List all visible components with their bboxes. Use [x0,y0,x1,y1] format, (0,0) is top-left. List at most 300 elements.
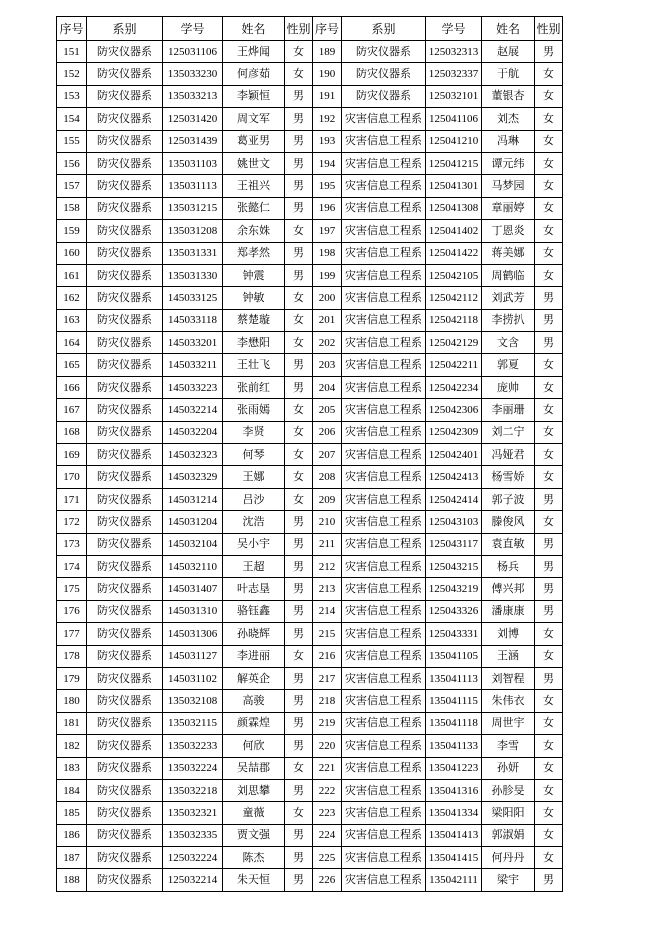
student-id-cell: 135041415 [426,847,482,869]
student-id-cell: 145033223 [163,376,223,398]
student-id-cell: 125032313 [426,41,482,63]
header-cell: 序号 [57,17,87,41]
table-row [57,869,563,891]
department-cell: 灾害信息工程系 [342,466,426,488]
seq-cell: 204 [313,376,342,398]
department-cell: 防灾仪器系 [87,130,163,152]
gender-cell: 男 [535,309,563,331]
department-cell: 灾害信息工程系 [342,197,426,219]
student-id-cell: 125042309 [426,421,482,443]
header-cell: 学号 [426,17,482,41]
department-cell: 灾害信息工程系 [342,847,426,869]
seq-cell: 188 [57,869,87,891]
gender-cell: 女 [285,757,313,779]
department-cell: 防灾仪器系 [87,488,163,510]
department-cell: 灾害信息工程系 [342,287,426,309]
seq-cell: 178 [57,645,87,667]
table-row [57,376,563,398]
student-id-cell: 145032329 [163,466,223,488]
gender-cell: 女 [535,779,563,801]
gender-cell: 女 [535,824,563,846]
gender-cell: 男 [285,824,313,846]
seq-cell: 179 [57,667,87,689]
table-row [57,645,563,667]
seq-cell: 167 [57,399,87,421]
gender-cell: 男 [285,600,313,622]
gender-cell: 男 [285,623,313,645]
gender-cell: 女 [535,421,563,443]
department-cell: 防灾仪器系 [87,242,163,264]
name-cell: 董银杏 [482,85,535,107]
student-id-cell: 145032214 [163,399,223,421]
name-cell: 刘武芳 [482,287,535,309]
name-cell: 王祖兴 [223,175,285,197]
student-id-cell: 125042413 [426,466,482,488]
student-id-cell: 135032115 [163,712,223,734]
student-id-cell: 135042111 [426,869,482,891]
department-cell: 防灾仪器系 [87,421,163,443]
department-cell: 灾害信息工程系 [342,309,426,331]
gender-cell: 男 [285,511,313,533]
department-cell: 防灾仪器系 [87,41,163,63]
table-row [57,354,563,376]
department-cell: 灾害信息工程系 [342,533,426,555]
table-row [57,287,563,309]
department-cell: 灾害信息工程系 [342,623,426,645]
department-cell: 防灾仪器系 [87,824,163,846]
student-id-cell: 135041334 [426,802,482,824]
table-row [57,332,563,354]
table-row [57,108,563,130]
gender-cell: 男 [535,533,563,555]
seq-cell: 197 [313,220,342,242]
department-cell: 灾害信息工程系 [342,354,426,376]
header-cell: 系别 [87,17,163,41]
student-id-cell: 135031215 [163,197,223,219]
table-row [57,466,563,488]
name-cell: 刘博 [482,623,535,645]
department-cell: 灾害信息工程系 [342,130,426,152]
seq-cell: 176 [57,600,87,622]
department-cell: 防灾仪器系 [87,264,163,286]
seq-cell: 153 [57,85,87,107]
gender-cell: 男 [535,332,563,354]
student-id-cell: 135031331 [163,242,223,264]
name-cell: 解英企 [223,667,285,689]
student-id-cell: 125043103 [426,511,482,533]
name-cell: 吴喆郡 [223,757,285,779]
student-id-cell: 135031103 [163,152,223,174]
gender-cell: 女 [285,287,313,309]
seq-cell: 207 [313,444,342,466]
department-cell: 防灾仪器系 [87,197,163,219]
name-cell: 何琴 [223,444,285,466]
name-cell: 文含 [482,332,535,354]
department-cell: 防灾仪器系 [87,108,163,130]
student-id-cell: 145031310 [163,600,223,622]
department-cell: 防灾仪器系 [87,578,163,600]
department-cell: 防灾仪器系 [87,779,163,801]
name-cell: 滕俊风 [482,511,535,533]
name-cell: 葛亚男 [223,130,285,152]
seq-cell: 158 [57,197,87,219]
department-cell: 防灾仪器系 [87,354,163,376]
student-id-cell: 145032323 [163,444,223,466]
gender-cell: 男 [285,712,313,734]
student-id-cell: 135041133 [426,735,482,757]
seq-cell: 212 [313,555,342,577]
name-cell: 赵展 [482,41,535,63]
seq-cell: 224 [313,824,342,846]
table-row [57,309,563,331]
header-cell: 姓名 [482,17,535,41]
name-cell: 吴小宇 [223,533,285,555]
student-id-cell: 145031306 [163,623,223,645]
header-cell: 性别 [285,17,313,41]
gender-cell: 男 [535,600,563,622]
gender-cell: 女 [535,444,563,466]
gender-cell: 女 [535,376,563,398]
table-row [57,578,563,600]
gender-cell: 女 [535,399,563,421]
name-cell: 冯琳 [482,130,535,152]
department-cell: 防灾仪器系 [87,309,163,331]
name-cell: 周鹤临 [482,264,535,286]
table-row [57,421,563,443]
name-cell: 杨兵 [482,555,535,577]
department-cell: 防灾仪器系 [87,869,163,891]
name-cell: 李懋阳 [223,332,285,354]
seq-cell: 190 [313,63,342,85]
gender-cell: 女 [285,332,313,354]
name-cell: 冯娅君 [482,444,535,466]
gender-cell: 男 [285,779,313,801]
department-cell: 防灾仪器系 [87,152,163,174]
seq-cell: 189 [313,41,342,63]
seq-cell: 206 [313,421,342,443]
department-cell: 防灾仪器系 [87,376,163,398]
gender-cell: 男 [285,130,313,152]
name-cell: 钟敏 [223,287,285,309]
gender-cell: 男 [535,488,563,510]
student-id-cell: 135032321 [163,802,223,824]
department-cell: 灾害信息工程系 [342,264,426,286]
student-id-cell: 125041210 [426,130,482,152]
gender-cell: 女 [535,511,563,533]
gender-cell: 男 [535,578,563,600]
student-id-cell: 125042414 [426,488,482,510]
department-cell: 灾害信息工程系 [342,511,426,533]
name-cell: 李进丽 [223,645,285,667]
seq-cell: 202 [313,332,342,354]
name-cell: 王娜 [223,466,285,488]
department-cell: 防灾仪器系 [87,690,163,712]
name-cell: 刘二宁 [482,421,535,443]
table-row [57,667,563,689]
department-cell: 防灾仪器系 [87,287,163,309]
gender-cell: 男 [285,152,313,174]
gender-cell: 女 [285,63,313,85]
table-row [57,220,563,242]
department-cell: 防灾仪器系 [87,667,163,689]
seq-cell: 168 [57,421,87,443]
department-cell: 防灾仪器系 [87,511,163,533]
name-cell: 何欣 [223,735,285,757]
student-id-cell: 145033201 [163,332,223,354]
gender-cell: 男 [285,578,313,600]
gender-cell: 女 [535,847,563,869]
table-row [57,85,563,107]
header-cell: 学号 [163,17,223,41]
name-cell: 马梦园 [482,175,535,197]
seq-cell: 186 [57,824,87,846]
student-roster-table [56,16,563,892]
seq-cell: 208 [313,466,342,488]
seq-cell: 165 [57,354,87,376]
department-cell: 灾害信息工程系 [342,421,426,443]
gender-cell: 女 [535,623,563,645]
seq-cell: 218 [313,690,342,712]
seq-cell: 152 [57,63,87,85]
gender-cell: 女 [535,175,563,197]
table-row [57,175,563,197]
student-id-cell: 135033230 [163,63,223,85]
gender-cell: 女 [535,757,563,779]
department-cell: 防灾仪器系 [87,555,163,577]
name-cell: 梁阳阳 [482,802,535,824]
seq-cell: 160 [57,242,87,264]
seq-cell: 154 [57,108,87,130]
seq-cell: 221 [313,757,342,779]
gender-cell: 女 [285,421,313,443]
name-cell: 谭元纬 [482,152,535,174]
table-row [57,533,563,555]
header-cell: 序号 [313,17,342,41]
table-row [57,802,563,824]
student-id-cell: 125031420 [163,108,223,130]
table-row [57,847,563,869]
gender-cell: 女 [535,63,563,85]
student-id-cell: 125042401 [426,444,482,466]
gender-cell: 男 [535,667,563,689]
department-cell: 灾害信息工程系 [342,152,426,174]
seq-cell: 205 [313,399,342,421]
name-cell: 李丽珊 [482,399,535,421]
seq-cell: 193 [313,130,342,152]
name-cell: 潘康康 [482,600,535,622]
name-cell: 贾文强 [223,824,285,846]
department-cell: 灾害信息工程系 [342,399,426,421]
seq-cell: 161 [57,264,87,286]
name-cell: 章丽婷 [482,197,535,219]
seq-cell: 203 [313,354,342,376]
gender-cell: 女 [285,220,313,242]
table-row [57,152,563,174]
student-id-cell: 135032224 [163,757,223,779]
seq-cell: 159 [57,220,87,242]
table-row [57,444,563,466]
student-id-cell: 135041115 [426,690,482,712]
header-cell: 系别 [342,17,426,41]
name-cell: 刘思攀 [223,779,285,801]
gender-cell: 男 [285,735,313,757]
name-cell: 傅兴邦 [482,578,535,600]
name-cell: 叶志垦 [223,578,285,600]
seq-cell: 177 [57,623,87,645]
student-id-cell: 125043215 [426,555,482,577]
student-id-cell: 135041118 [426,712,482,734]
seq-cell: 211 [313,533,342,555]
student-id-cell: 145032204 [163,421,223,443]
gender-cell: 女 [535,264,563,286]
name-cell: 蒋美娜 [482,242,535,264]
student-id-cell: 125043117 [426,533,482,555]
student-id-cell: 125043219 [426,578,482,600]
department-cell: 防灾仪器系 [87,533,163,555]
table-row [57,511,563,533]
student-id-cell: 135032108 [163,690,223,712]
gender-cell: 女 [285,309,313,331]
name-cell: 骆钰鑫 [223,600,285,622]
gender-cell: 男 [535,287,563,309]
name-cell: 袁直敏 [482,533,535,555]
department-cell: 灾害信息工程系 [342,600,426,622]
seq-cell: 223 [313,802,342,824]
table-row [57,712,563,734]
seq-cell: 226 [313,869,342,891]
seq-cell: 163 [57,309,87,331]
seq-cell: 191 [313,85,342,107]
gender-cell: 女 [535,152,563,174]
student-id-cell: 145031214 [163,488,223,510]
student-id-cell: 125032224 [163,847,223,869]
seq-cell: 200 [313,287,342,309]
student-id-cell: 125041402 [426,220,482,242]
department-cell: 防灾仪器系 [87,735,163,757]
seq-cell: 156 [57,152,87,174]
seq-cell: 201 [313,309,342,331]
gender-cell: 女 [535,466,563,488]
department-cell: 灾害信息工程系 [342,220,426,242]
seq-cell: 199 [313,264,342,286]
department-cell: 灾害信息工程系 [342,645,426,667]
name-cell: 梁宇 [482,869,535,891]
gender-cell: 女 [285,399,313,421]
table-row [57,757,563,779]
seq-cell: 173 [57,533,87,555]
name-cell: 丁恩炎 [482,220,535,242]
name-cell: 郭淑娟 [482,824,535,846]
student-id-cell: 135041316 [426,779,482,801]
gender-cell: 男 [285,847,313,869]
gender-cell: 男 [285,175,313,197]
gender-cell: 女 [535,130,563,152]
seq-cell: 196 [313,197,342,219]
gender-cell: 女 [535,712,563,734]
student-id-cell: 125031106 [163,41,223,63]
department-cell: 防灾仪器系 [87,63,163,85]
name-cell: 颜霖煌 [223,712,285,734]
student-id-cell: 145031102 [163,667,223,689]
name-cell: 郭子波 [482,488,535,510]
student-id-cell: 125041215 [426,152,482,174]
department-cell: 防灾仪器系 [87,645,163,667]
seq-cell: 164 [57,332,87,354]
seq-cell: 180 [57,690,87,712]
table-row [57,399,563,421]
department-cell: 防灾仪器系 [342,85,426,107]
gender-cell: 女 [535,197,563,219]
student-id-cell: 125041308 [426,197,482,219]
name-cell: 周世宇 [482,712,535,734]
seq-cell: 151 [57,41,87,63]
student-id-cell: 145033211 [163,354,223,376]
name-cell: 庞帅 [482,376,535,398]
student-id-cell: 125041301 [426,175,482,197]
seq-cell: 162 [57,287,87,309]
department-cell: 防灾仪器系 [87,847,163,869]
student-id-cell: 125042306 [426,399,482,421]
seq-cell: 210 [313,511,342,533]
name-cell: 孙胗旻 [482,779,535,801]
seq-cell: 157 [57,175,87,197]
name-cell: 陈杰 [223,847,285,869]
name-cell: 高骏 [223,690,285,712]
student-id-cell: 135032233 [163,735,223,757]
student-id-cell: 135031330 [163,264,223,286]
seq-cell: 187 [57,847,87,869]
gender-cell: 男 [285,197,313,219]
gender-cell: 女 [535,354,563,376]
student-id-cell: 125031439 [163,130,223,152]
department-cell: 灾害信息工程系 [342,869,426,891]
table-row [57,735,563,757]
seq-cell: 182 [57,735,87,757]
student-id-cell: 125043331 [426,623,482,645]
table-row [57,130,563,152]
department-cell: 防灾仪器系 [87,712,163,734]
gender-cell: 男 [285,108,313,130]
department-cell: 灾害信息工程系 [342,376,426,398]
department-cell: 防灾仪器系 [87,220,163,242]
department-cell: 灾害信息工程系 [342,555,426,577]
department-cell: 防灾仪器系 [87,757,163,779]
seq-cell: 169 [57,444,87,466]
gender-cell: 男 [285,85,313,107]
student-id-cell: 125041422 [426,242,482,264]
seq-cell: 192 [313,108,342,130]
name-cell: 张雨嫣 [223,399,285,421]
student-id-cell: 125042211 [426,354,482,376]
department-cell: 灾害信息工程系 [342,488,426,510]
department-cell: 灾害信息工程系 [342,690,426,712]
table-row [57,623,563,645]
student-id-cell: 145032110 [163,555,223,577]
department-cell: 灾害信息工程系 [342,578,426,600]
seq-cell: 213 [313,578,342,600]
gender-cell: 女 [535,645,563,667]
student-id-cell: 145033125 [163,287,223,309]
gender-cell: 男 [285,869,313,891]
gender-cell: 女 [285,802,313,824]
gender-cell: 女 [285,645,313,667]
name-cell: 刘杰 [482,108,535,130]
table-row [57,242,563,264]
name-cell: 李颖恒 [223,85,285,107]
department-cell: 防灾仪器系 [342,63,426,85]
table-row [57,824,563,846]
seq-cell: 155 [57,130,87,152]
